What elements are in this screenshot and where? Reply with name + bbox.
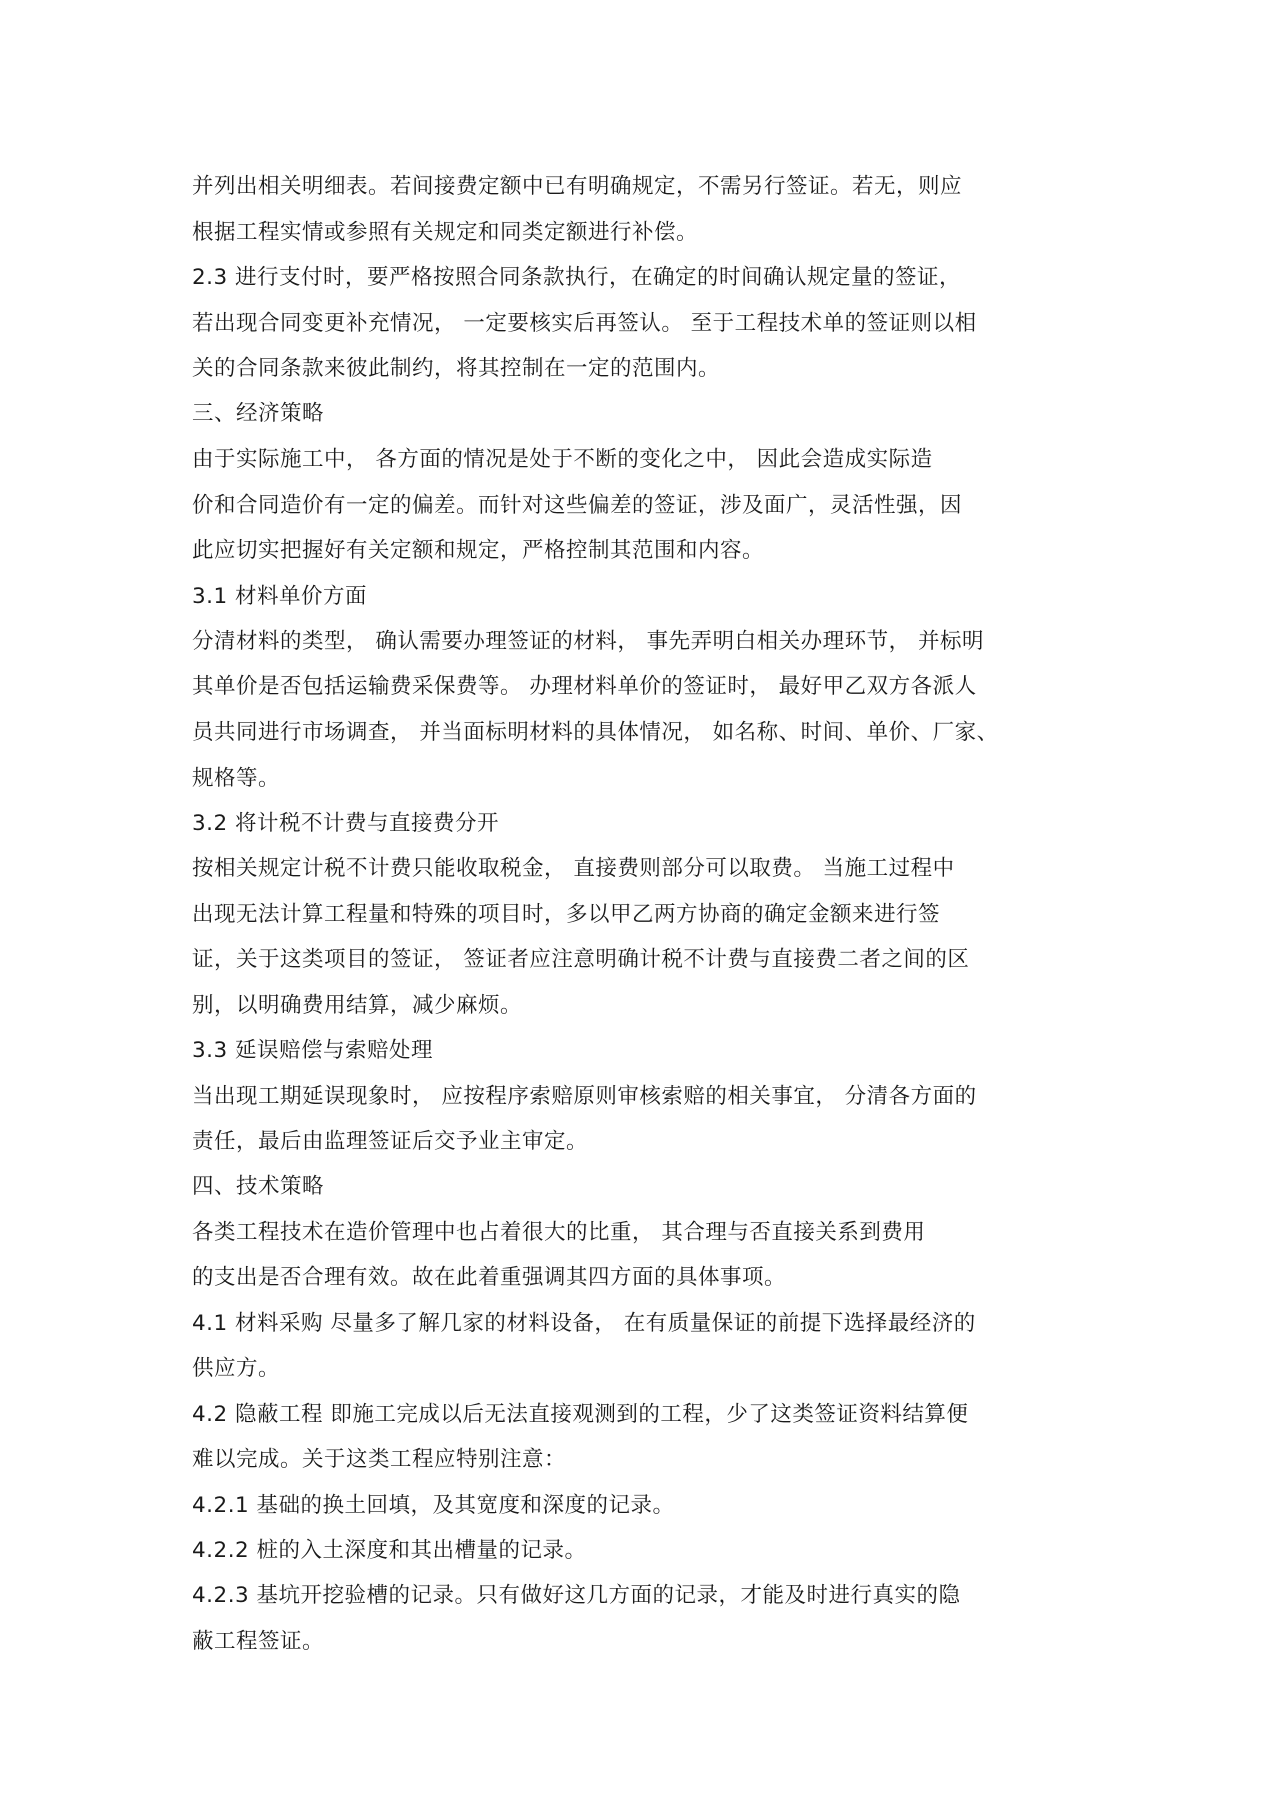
text-line: 蔽工程签证。 [192, 1629, 325, 1654]
text-line: 出现无法计算工程量和特殊的项目时，多以甲乙两方协商的确定金额来进行签 [192, 902, 941, 927]
text-line: 规格等。 [192, 766, 281, 791]
text-line: 2.3 进行支付时，要严格按照合同条款执行，在确定的时间确认规定量的签证， [192, 265, 962, 290]
text-line: 供应方。 [192, 1356, 281, 1381]
text-line: 的支出是否合理有效。故在此着重强调其四方面的具体事项。 [192, 1265, 787, 1290]
text-line: 由于实际施工中， 各方面的情况是处于不断的变化之中， 因此会造成实际造 [192, 447, 933, 472]
text-line: 责任，最后由监理签证后交予业主审定。 [192, 1129, 589, 1154]
text-line: 关的合同条款来彼此制约，将其控制在一定的范围内。 [192, 356, 721, 381]
subsection-heading: 3.2 将计税不计费与直接费分开 [192, 811, 500, 836]
text-line: 员共同进行市场调查， 并当面标明材料的具体情况， 如名称、时间、单价、厂家、 [192, 720, 999, 745]
text-line: 根据工程实情或参照有关规定和同类定额进行补偿。 [192, 220, 699, 245]
text-line: 若出现合同变更补充情况， 一定要核实后再签认。 至于工程技术单的签证则以相 [192, 311, 977, 336]
subsection-heading: 3.1 材料单价方面 [192, 584, 368, 609]
text-line: 4.2.2 桩的入土深度和其出槽量的记录。 [192, 1538, 587, 1563]
text-line: 别，以明确费用结算，减少麻烦。 [192, 993, 523, 1018]
text-line: 4.2.1 基础的换土回填，及其宽度和深度的记录。 [192, 1493, 675, 1518]
text-line: 按相关规定计税不计费只能收取税金， 直接费则部分可以取费。 当施工过程中 [192, 856, 955, 881]
text-line: 当出现工期延误现象时， 应按程序索赔原则审核索赔的相关事宜， 分清各方面的 [192, 1084, 977, 1109]
text-line: 并列出相关明细表。若间接费定额中已有明确规定，不需另行签证。若无，则应 [192, 174, 963, 199]
text-line: 4.2.3 基坑开挖验槽的记录。只有做好这几方面的记录，才能及时进行真实的隐 [192, 1583, 961, 1608]
text-line: 难以完成。关于这类工程应特别注意： [192, 1447, 567, 1472]
text-line: 证，关于这类项目的签证， 签证者应注意明确计税不计费与直接费二者之间的区 [192, 947, 970, 972]
section-heading: 四、技术策略 [192, 1174, 325, 1199]
text-line: 分清材料的类型， 确认需要办理签证的材料， 事先弄明白相关办理环节， 并标明 [192, 629, 985, 654]
section-heading: 三、经济策略 [192, 401, 325, 426]
text-line: 价和合同造价有一定的偏差。而针对这些偏差的签证，涉及面广，灵活性强，因 [192, 493, 963, 518]
text-line: 其单价是否包括运输费采保费等。 办理材料单价的签证时， 最好甲乙双方各派人 [192, 674, 977, 699]
text-line: 4.1 材料采购 尽量多了解几家的材料设备， 在有质量保证的前提下选择最经济的 [192, 1311, 976, 1336]
text-line: 各类工程技术在造价管理中也占着很大的比重， 其合理与否直接关系到费用 [192, 1220, 926, 1245]
text-line: 此应切实把握好有关定额和规定，严格控制其范围和内容。 [192, 538, 765, 563]
text-line: 4.2 隐蔽工程 即施工完成以后无法直接观测到的工程，少了这类签证资料结算便 [192, 1402, 969, 1427]
subsection-heading: 3.3 延误赔偿与索赔处理 [192, 1038, 434, 1063]
